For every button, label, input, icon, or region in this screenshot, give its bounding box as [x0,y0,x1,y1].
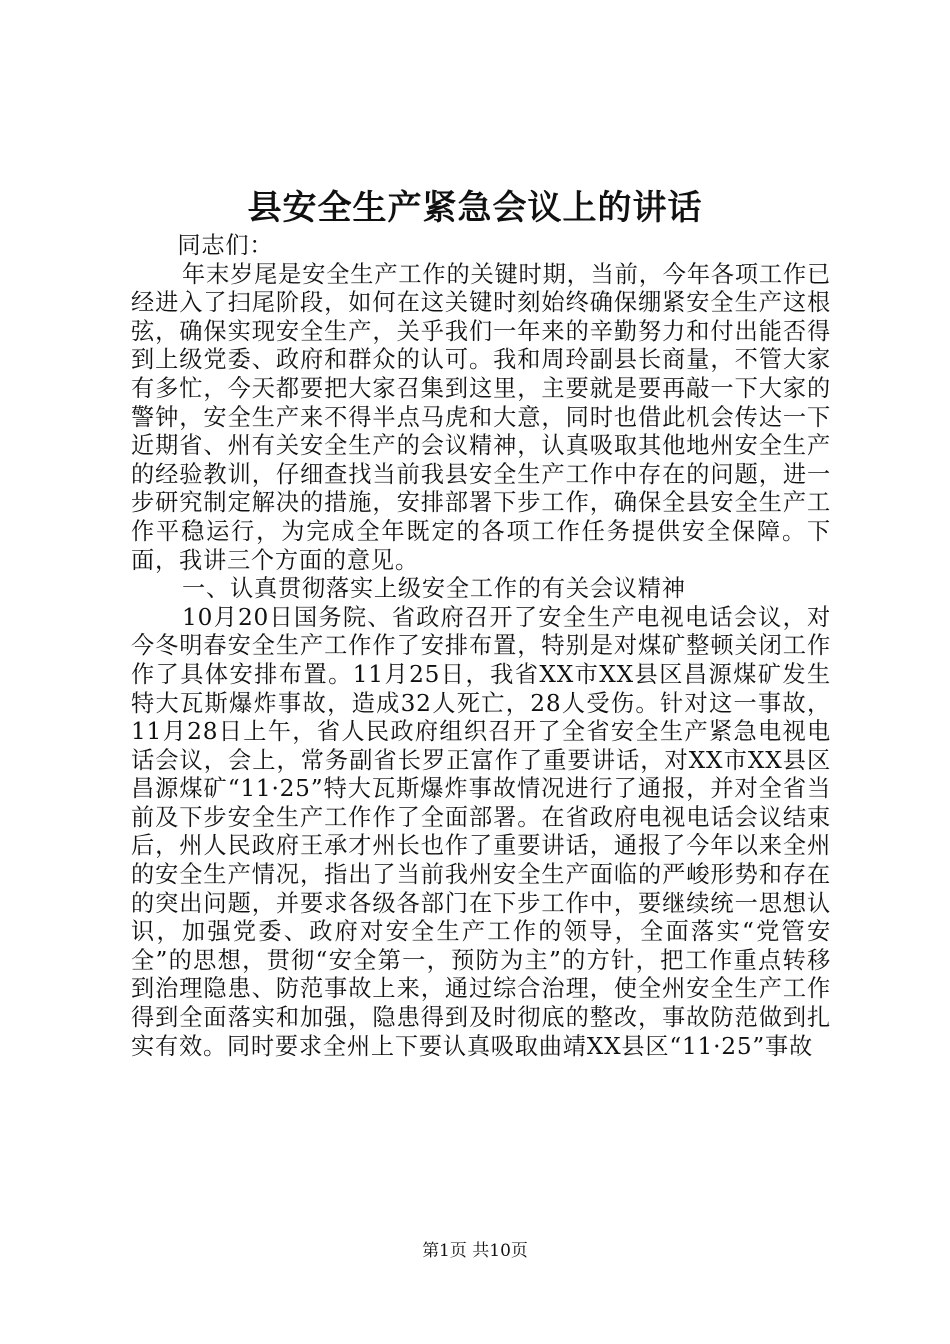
paragraph-intro: 年末岁尾是安全生产工作的关键时期，当前，今年各项工作已经进入了扫尾阶段，如何在这关键时刻始终确保绷紧安全生产这根弦，确保实现安全生产，关乎我们一年来的辛勤努力和付出能否得到上级党委、政府和群众的认可。我和周玲副县长商量，不管大家有多忙，今天都要把大家召集到这里，主要就是要再敲一下大家的警钟，安全生产来不得半点马虎和大意，同时也借此机会传达一下近期省、州有关安全生产的会议精神，认真吸取其他地州安全生产的经验教训，仔细查找当前我县安全生产工作中存在的问题，进一步研究制定解决的措施，安排部署下步工作，确保全县安全生产工作平稳运行，为完成全年既定的各项工作任务提供安全保障。下面，我讲三个方面的意见。 [131,260,831,574]
greeting: 同志们： [177,232,274,259]
document-body [131,232,831,1061]
paragraph-section-1: 10月20日国务院、省政府召开了安全生产电视电话会议，对今冬明春安全生产工作作了安排布置，特别是对煤矿整顿关闭工作作了具体安排布置。11月25日，我省XX市XX县区昌源煤矿发生特大瓦斯爆炸事故，造成32人死亡，28人受伤。针对这一事故，11月28日上午，省人民政府组织召开了全省安全生产紧急电视电话会议，会上，常务副省长罗正富作了重要讲话，对XX市XX县区昌源煤矿“11·25”特大瓦斯爆炸事故情况进行了通报，并对全省当前及下步安全生产工作作了全面部署。在省政府电视电话会议结束后，州人民政府王承才州长也作了重要讲话，通报了今年以来全州的安全生产情况，指出了当前我州安全生产面临的严峻形势和存在的突出问题，并要求各级各部门在下步工作中，要继续统一思想认识，加强党委、政府对安全生产工作的领导，全面落实“党管安全”的思想，贯彻“安全第一，预防为主”的方针，把工作重点转移到治理隐患、防范事故上来，通过综合治理，使全州安全生产工作得到全面落实和加强，隐患得到及时彻底的整改，事故防范做到扎实有效。同时要求全州上下要认真吸取曲靖XX县区“11·25”事故 [131,603,831,1060]
section-heading-1: 一、认真贯彻落实上级安全工作的有关会议精神 [182,575,686,603]
page-indicator: 第1页 共10页 [422,1241,528,1261]
document-title: 县安全生产紧急会议上的讲话 [247,188,703,228]
